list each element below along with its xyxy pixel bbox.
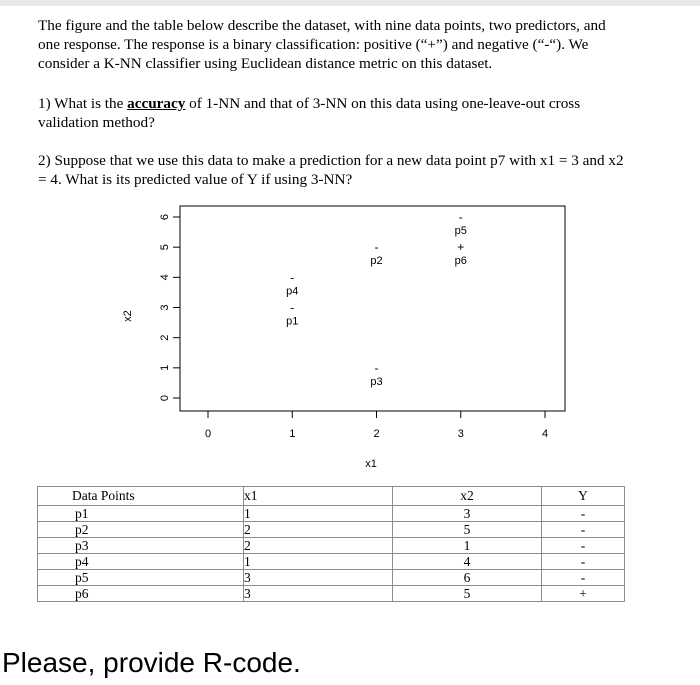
- cell-x1: 2: [244, 522, 393, 538]
- point-symbol: -: [374, 360, 379, 375]
- intro-line-3: consider a K-NN classifier using Euclidean distance metric on this dataset.: [38, 55, 493, 72]
- cell-y: -: [542, 538, 625, 554]
- point-label: p4: [286, 285, 299, 298]
- y-tick-label: 4: [159, 274, 171, 281]
- header-y: Y: [542, 487, 625, 506]
- y-tick-label: 3: [159, 304, 171, 311]
- x-tick-label: 1: [289, 428, 296, 440]
- intro-line-2: one response. The response is a binary classification: positive (“+”) and negative (“-“). We: [38, 36, 589, 53]
- table-row: [38, 554, 625, 570]
- q2-line-1: 2) Suppose that we use this data to make a prediction for a new data point p7 with x1 = 3 and x2: [38, 152, 624, 169]
- point-symbol: -: [374, 240, 379, 255]
- table-row: [38, 506, 625, 522]
- header-x1: x1: [244, 487, 393, 506]
- y-tick-label: 6: [159, 213, 171, 221]
- table-row: [38, 538, 625, 554]
- point-label: p3: [370, 375, 383, 388]
- y-tick-label: 2: [159, 334, 171, 341]
- point-symbol: +: [457, 240, 465, 255]
- x-axis-label: x1: [365, 458, 377, 470]
- y-tick-label: 1: [159, 364, 171, 371]
- cell-y: -: [542, 554, 625, 570]
- axis-ticks: [159, 214, 548, 440]
- intro-line-1: The figure and the table below describe the dataset, with nine data points, two predictors, and: [38, 17, 606, 34]
- q1-emphasis: accuracy: [127, 95, 186, 112]
- cell-y: -: [542, 506, 625, 522]
- point-label: p1: [286, 315, 299, 328]
- point-label: p6: [454, 255, 467, 268]
- x-tick-label: 2: [373, 428, 380, 440]
- cell-point: p2: [38, 522, 244, 538]
- cell-point: p3: [38, 538, 244, 554]
- cell-x2: 6: [393, 570, 542, 586]
- q1-line-2: validation method?: [38, 114, 155, 131]
- header-x2: x2: [393, 487, 542, 506]
- table-row: [38, 522, 625, 538]
- cell-x1: 2: [244, 538, 393, 554]
- data-points: [286, 210, 467, 388]
- cell-x1: 3: [244, 570, 393, 586]
- y-tick-label: 5: [159, 244, 171, 251]
- cell-x1: 3: [244, 586, 393, 602]
- cell-y: +: [542, 586, 625, 602]
- q1-post: of 1-NN and that of 3-NN on this data using one-leave-out cross: [185, 95, 581, 112]
- x-tick-label: 3: [457, 428, 464, 440]
- point-label: p5: [454, 225, 467, 237]
- table-row: [38, 570, 625, 586]
- table-row: [38, 586, 625, 602]
- cell-point: p1: [38, 506, 244, 522]
- cell-point: p5: [38, 570, 244, 586]
- table-header-row: [38, 487, 625, 506]
- footer-prompt: Please, provide R-code.: [2, 647, 301, 678]
- cell-x2: 4: [393, 554, 542, 570]
- cell-x2: 3: [393, 506, 542, 522]
- header-data-points: Data Points: [38, 487, 244, 506]
- cell-point: p6: [38, 586, 244, 602]
- data-table: [37, 486, 625, 602]
- cell-y: -: [542, 570, 625, 586]
- point-symbol: -: [290, 300, 295, 315]
- point-label: p2: [370, 255, 383, 268]
- x-tick-label: 0: [204, 428, 212, 440]
- cell-y: -: [542, 522, 625, 538]
- cell-x1: 1: [244, 506, 393, 522]
- y-tick-label: 0: [159, 394, 171, 402]
- cell-x1: 1: [244, 554, 393, 570]
- cell-x2: 5: [393, 522, 542, 538]
- cell-x2: 5: [393, 586, 542, 602]
- y-axis-label: x2: [122, 310, 134, 322]
- q2-line-2: = 4. What is its predicted value of Y if using 3-NN?: [38, 171, 353, 188]
- cell-point: p4: [38, 554, 244, 570]
- q1-pre: 1) What is the: [38, 95, 128, 112]
- point-symbol: -: [290, 270, 295, 285]
- point-symbol: -: [458, 210, 463, 224]
- cell-x2: 1: [393, 538, 542, 554]
- x-tick-label: 4: [541, 428, 549, 440]
